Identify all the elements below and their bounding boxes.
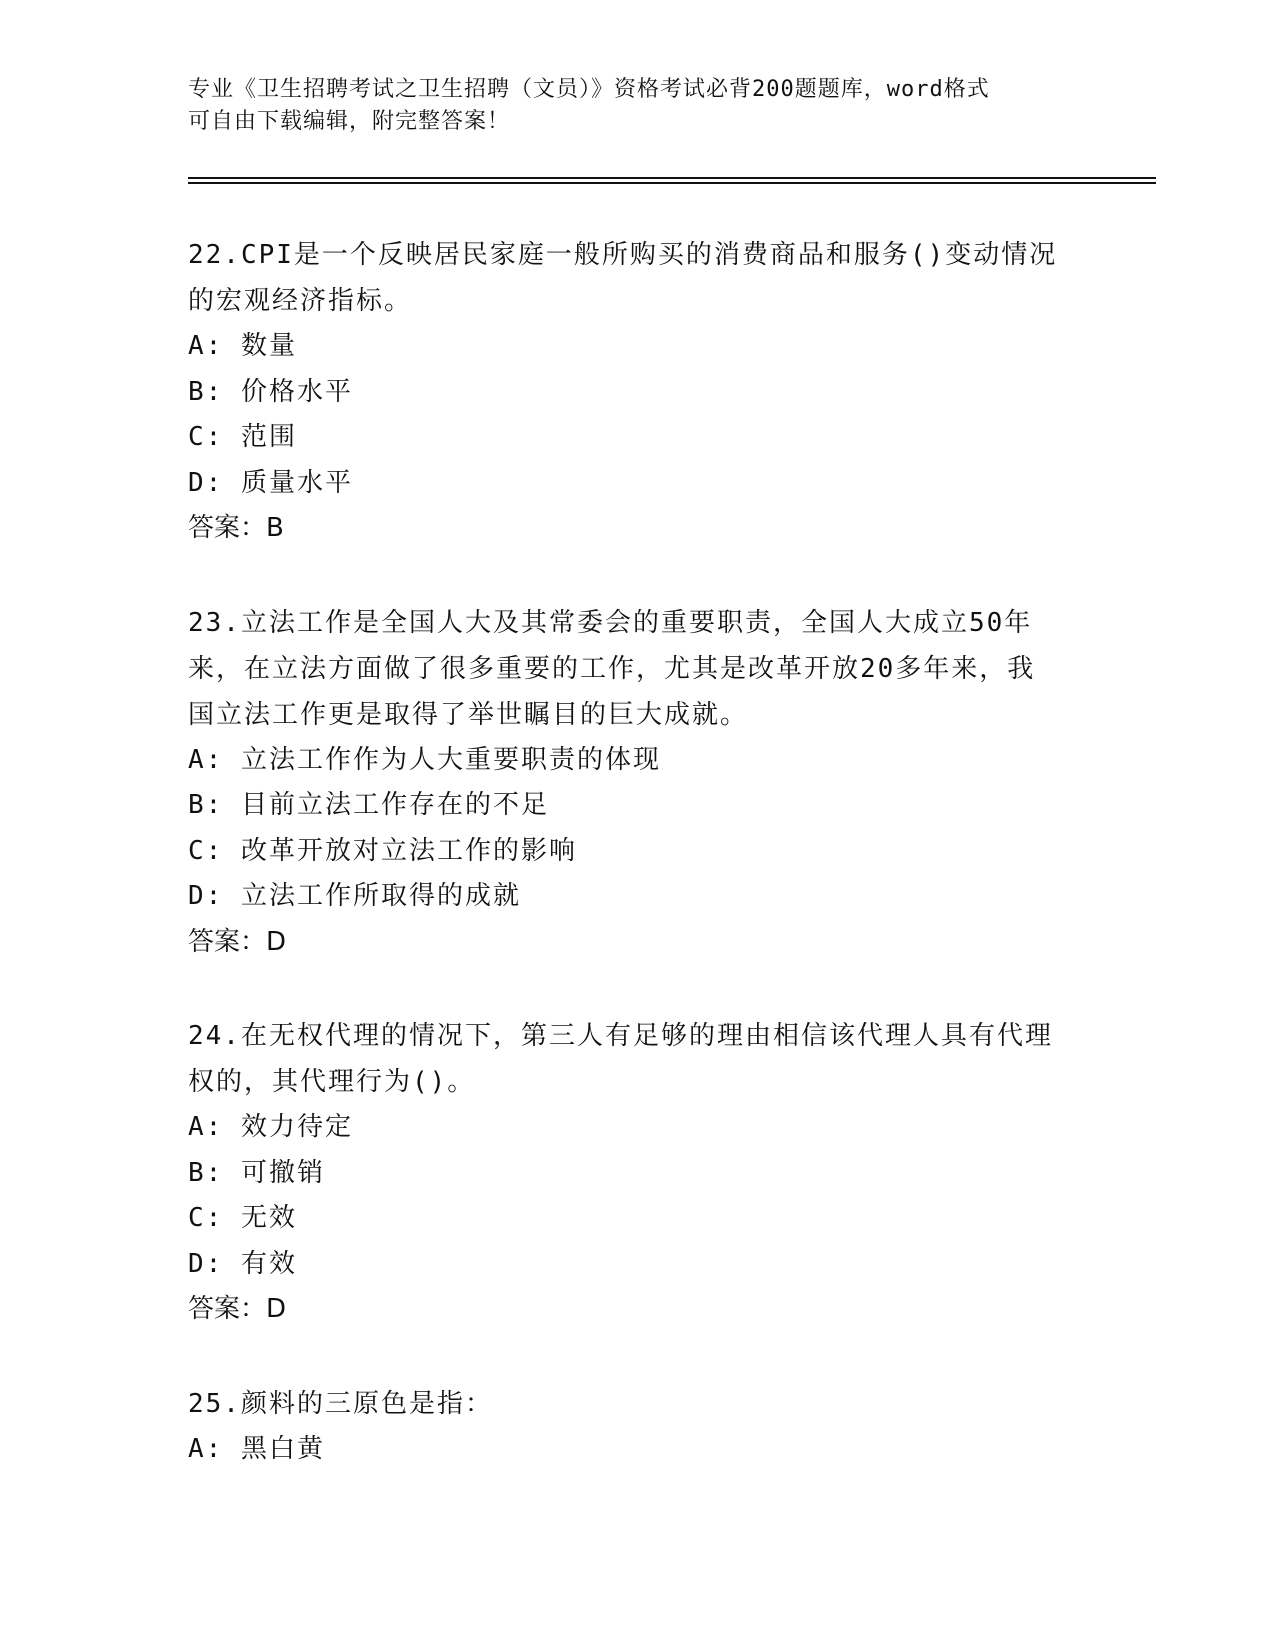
header-line-1: 专业《卫生招聘考试之卫生招聘（文员）》资格考试必背200题题库，word格式 [188,77,990,102]
question-24 [188,1013,1088,1333]
question-stem-line: 25.颜料的三原色是指： [188,1388,493,1419]
question-25 [188,1381,1088,1473]
option-c: C: 无效 [188,1203,297,1233]
question-stem-line: 国立法工作更是取得了举世瞩目的巨大成就。 [188,699,749,730]
answer-line: 答案：B [188,513,284,543]
question-stem-line: 的宏观经济指标。 [188,286,413,316]
option-b: B: 目前立法工作存在的不足 [188,790,549,820]
option-a: A: 效力待定 [188,1112,353,1142]
option-a: A: 数量 [188,331,297,361]
question-list [188,232,1088,1520]
question-stem-line: 24.在无权代理的情况下，第三人有足够的理由相信该代理人具有代理 [188,1021,1053,1051]
header-line-2: 可自由下载编辑，附完整答案！ [188,109,511,134]
option-c: C: 改革开放对立法工作的影响 [188,835,577,866]
option-b: B: 可撤销 [188,1157,325,1188]
answer-line: 答案：D [188,926,287,957]
document-header [188,74,1068,138]
header-divider-bottom [188,182,1156,184]
option-d: D: 立法工作所取得的成就 [188,881,521,911]
option-c: C: 范围 [188,422,297,452]
header-divider-top [188,177,1156,179]
question-stem-line: 来，在立法方面做了很多重要的工作，尤其是改革开放20多年来，我 [188,653,1036,684]
option-a: A: 黑白黄 [188,1433,325,1464]
question-23 [188,600,1088,966]
question-22 [188,232,1088,552]
question-stem-line: 权的，其代理行为()。 [188,1067,476,1097]
option-a: A: 立法工作作为人大重要职责的体现 [188,744,661,775]
question-stem-line: 22.CPI是一个反映居民家庭一般所购买的消费商品和服务()变动情况 [188,240,1058,270]
question-stem-line: 23.立法工作是全国人大及其常委会的重要职责，全国人大成立50年 [188,607,1033,638]
option-d: D: 有效 [188,1248,297,1279]
option-b: B: 价格水平 [188,376,353,407]
option-d: D: 质量水平 [188,467,353,498]
answer-line: 答案：D [188,1294,287,1324]
